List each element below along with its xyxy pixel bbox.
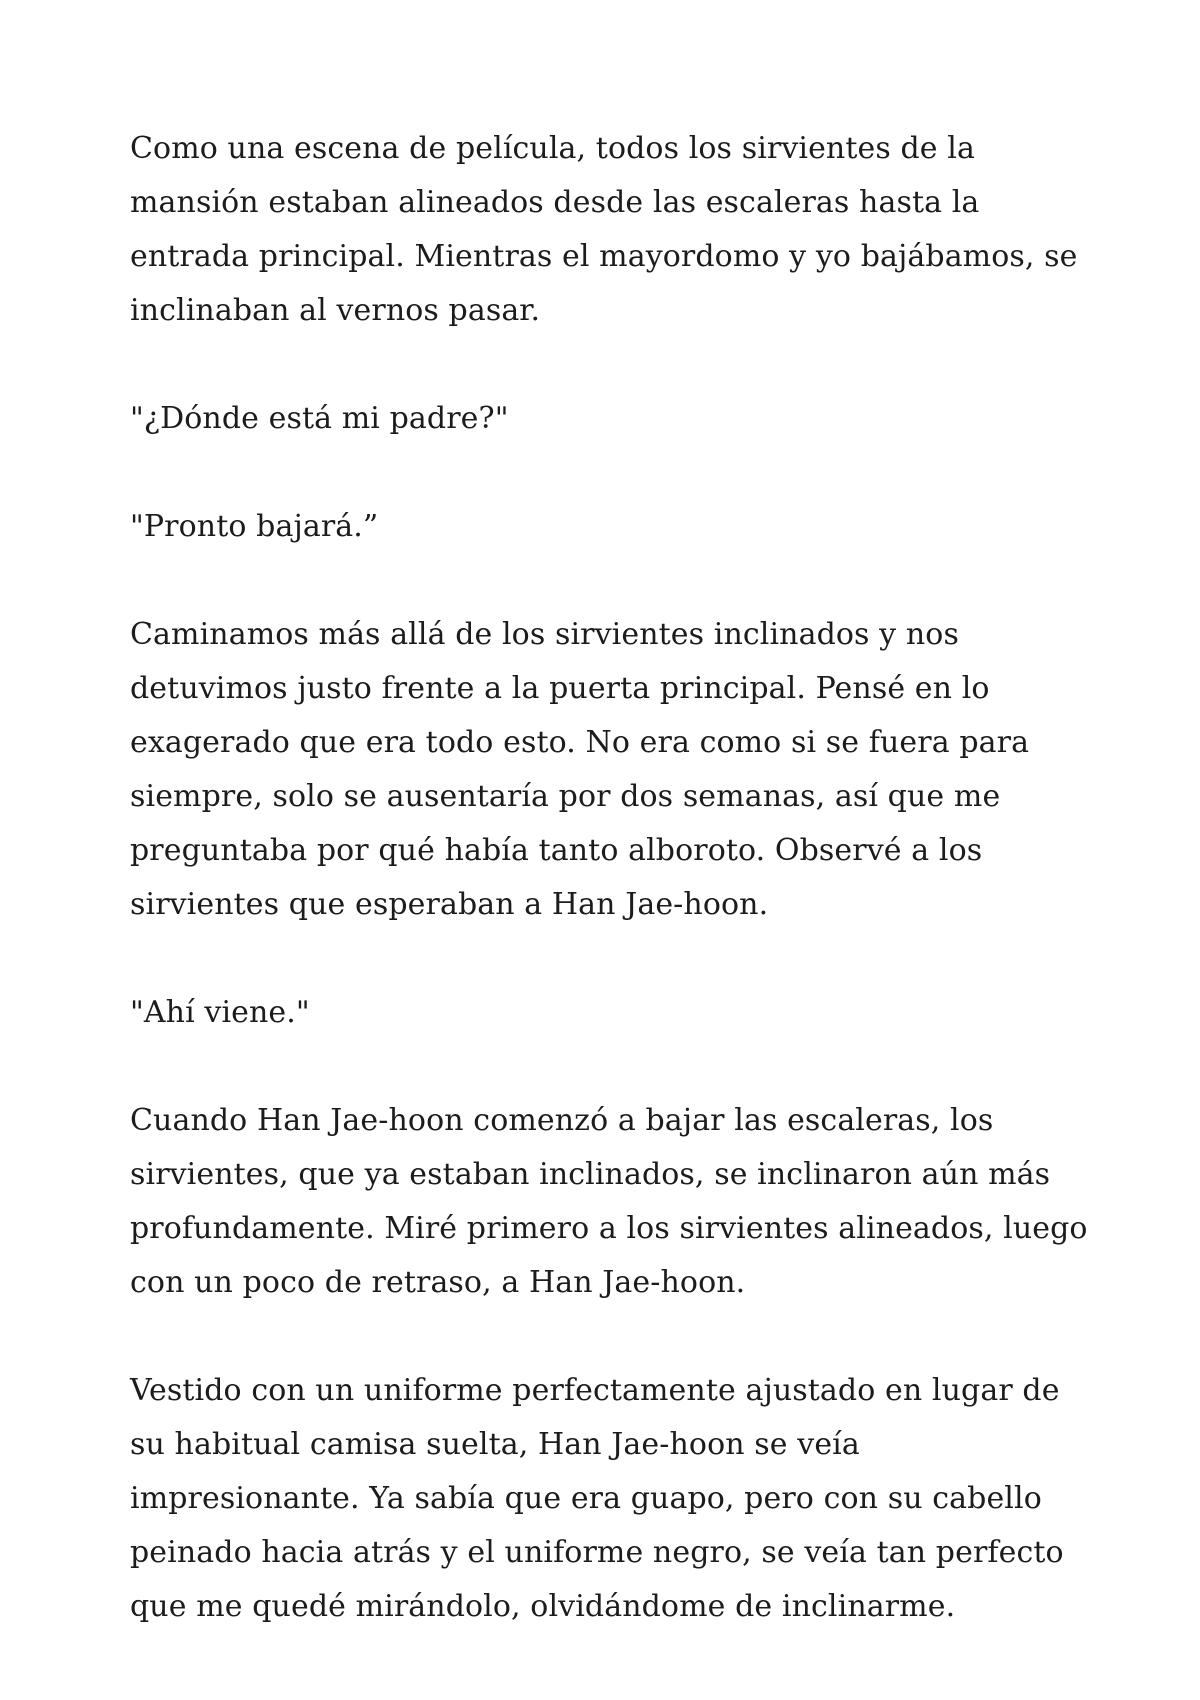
paragraph-narration-4: Vestido con un uniforme perfectamente ajustado en lugar de su habitual camisa suelta, Han Jae-hoon se veía impresionante. Ya sabía que era guapo, pero con su cabello peinado hacia atrás y el uniforme negro, se veía tan perfecto que me quedé mirándolo, olvidándome de inclinarme. — [130, 1373, 1064, 1624]
paragraph-narration-3: Cuando Han Jae-hoon comenzó a bajar las escaleras, los sirvientes, que ya estaban inclinados, se inclinaron aún más profundamente. Miré primero a los sirvientes alineados, luego con un poco de retraso, a Han Jae-hoon. — [130, 1103, 1088, 1300]
paragraph-narration-2: Caminamos más allá de los sirvientes inclinados y nos detuvimos justo frente a la puerta principal. Pensé en lo exagerado que era todo esto. No era como si se fuera para siempre, solo se ausentaría por dos semanas, así que me preguntaba por qué había tanto alboroto. Observé a los sirvientes que esperaban a Han Jae-hoon. — [130, 617, 1030, 922]
paragraph-narration-1: Como una escena de película, todos los sirvientes de la mansión estaban alineados desde las escaleras hasta la entrada principal. Mientras el mayordomo y yo bajábamos, se inclinaban al vernos pasar. — [130, 131, 1078, 328]
paragraph-dialogue-3: "Ahí viene." — [130, 995, 310, 1030]
paragraph-dialogue-1: "¿Dónde está mi padre?" — [130, 401, 509, 436]
document-body — [130, 122, 1090, 1634]
paragraph-dialogue-2: "Pronto bajará.” — [130, 509, 379, 544]
